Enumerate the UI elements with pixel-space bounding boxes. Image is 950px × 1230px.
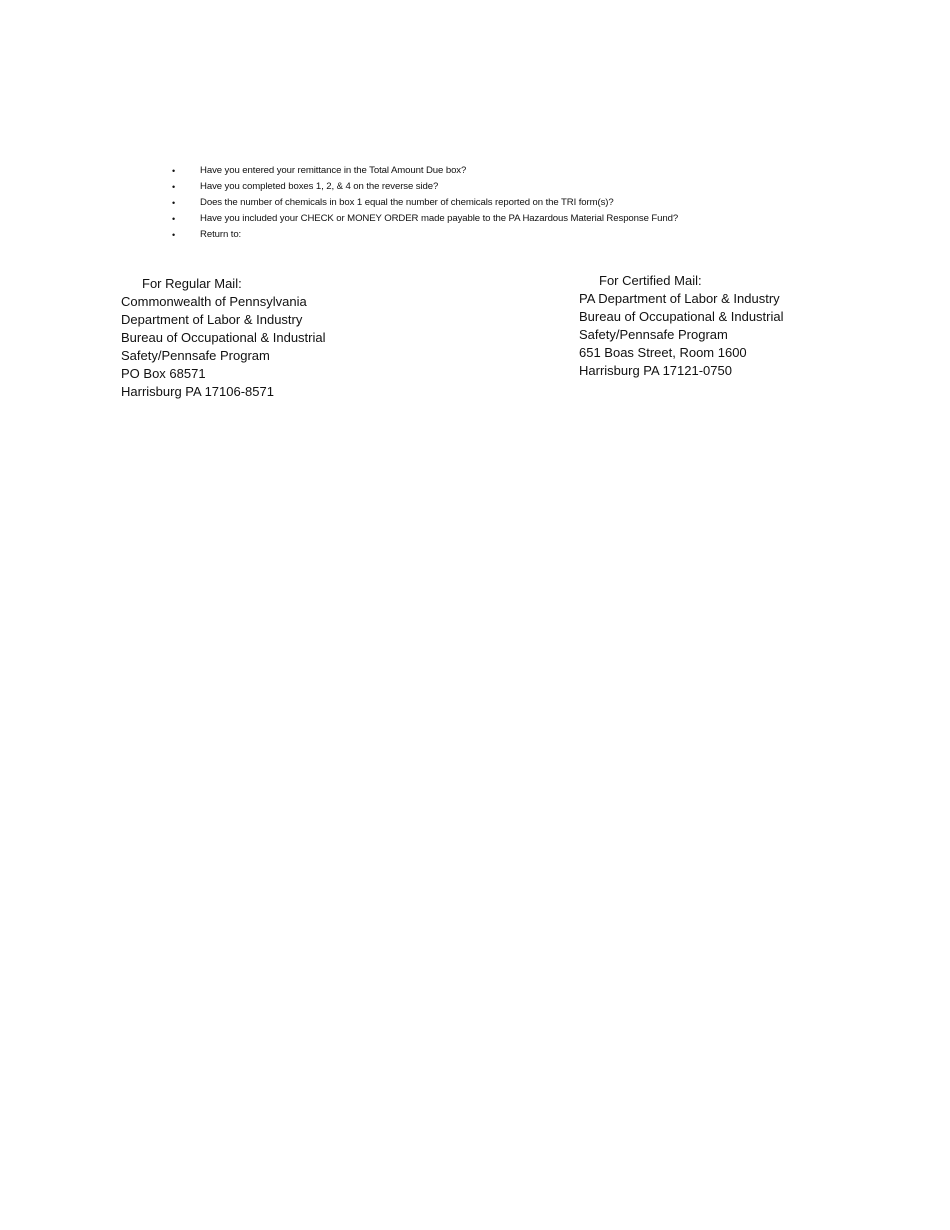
submission-checklist — [170, 163, 870, 243]
bullet-icon: • — [172, 214, 176, 224]
address-line: Department of Labor & Industry — [121, 312, 303, 327]
certified-mail-heading: For Certified Mail: — [599, 273, 702, 288]
checklist-item-text: Have you included your CHECK or MONEY ORDER made payable to the PA Hazardous Material Response Fund? — [200, 213, 679, 224]
regular-mail-heading: For Regular Mail: — [142, 276, 242, 291]
checklist-item — [170, 179, 870, 195]
address-line: PA Department of Labor & Industry — [579, 291, 780, 306]
bullet-icon: • — [172, 182, 176, 192]
checklist-item-text: Have you entered your remittance in the Total Amount Due box? — [200, 165, 467, 176]
address-line: Bureau of Occupational & Industrial — [579, 309, 784, 324]
address-line: 651 Boas Street, Room 1600 — [579, 345, 747, 360]
address-line: PO Box 68571 — [121, 366, 206, 381]
regular-mail-address — [121, 275, 326, 401]
certified-mail-address — [579, 272, 784, 380]
address-line: Safety/Pennsafe Program — [579, 327, 728, 342]
checklist-item — [170, 163, 870, 179]
bullet-icon: • — [172, 230, 176, 240]
bullet-icon: • — [172, 198, 176, 208]
address-line: Commonwealth of Pennsylvania — [121, 294, 307, 309]
address-line: Harrisburg PA 17106-8571 — [121, 384, 274, 399]
checklist-item — [170, 195, 870, 211]
checklist-item — [170, 227, 870, 243]
address-line: Safety/Pennsafe Program — [121, 348, 270, 363]
bullet-icon: • — [172, 166, 176, 176]
checklist-item-text: Does the number of chemicals in box 1 equal the number of chemicals reported on the TRI form(s)? — [200, 197, 614, 208]
address-line: Bureau of Occupational & Industrial — [121, 330, 326, 345]
checklist-item-text: Have you completed boxes 1, 2, & 4 on the reverse side? — [200, 181, 439, 192]
checklist-item — [170, 211, 870, 227]
checklist-item-text: Return to: — [200, 229, 242, 240]
address-line: Harrisburg PA 17121-0750 — [579, 363, 732, 378]
